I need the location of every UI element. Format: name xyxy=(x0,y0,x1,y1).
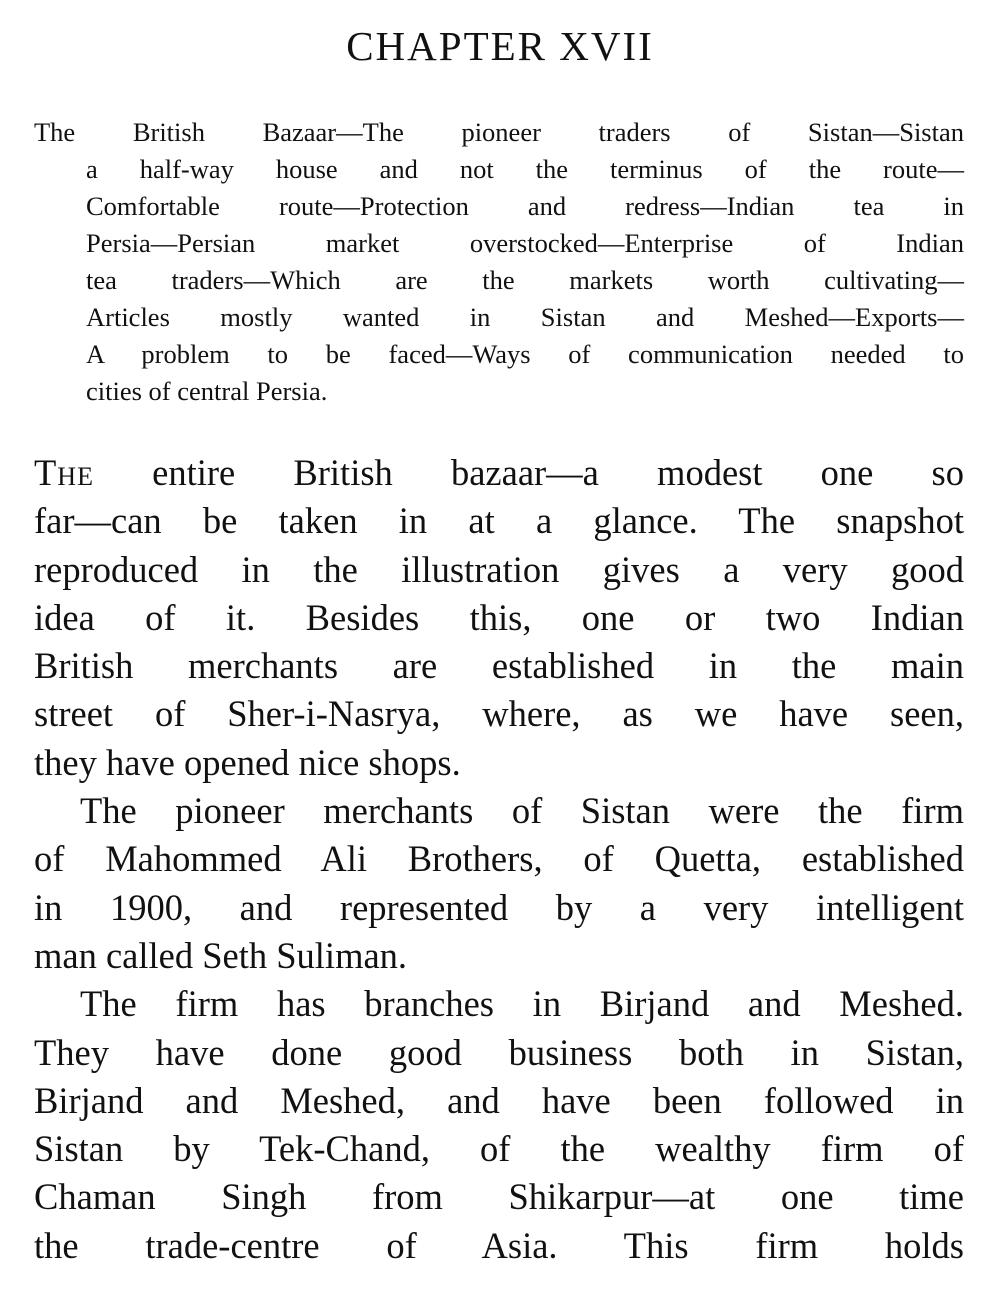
chapter-synopsis xyxy=(34,114,964,410)
paragraph-3 xyxy=(34,980,964,1270)
body-line: reproduced in the illustration gives a very good xyxy=(34,548,964,590)
body-line: The pioneer merchants of Sistan were the firm xyxy=(80,790,964,832)
synopsis-line: Persia—Persian market overstocked—Enterprise of Indian xyxy=(86,228,964,258)
body-line: Chaman Singh from Shikarpur—at one time xyxy=(34,1176,964,1218)
body-line: man called Seth Suliman. xyxy=(34,934,408,976)
synopsis-line: a half-way house and not the terminus of the route— xyxy=(86,154,964,184)
paragraph-1 xyxy=(34,449,964,787)
synopsis-line: Articles mostly wanted in Sistan and Meshed—Exports— xyxy=(86,302,964,332)
synopsis-line: A problem to be faced—Ways of communication needed to xyxy=(86,339,964,369)
body-line: in 1900, and represented by a very intelligent xyxy=(34,886,964,928)
synopsis-line: Comfortable route—Protection and redress—Indian tea in xyxy=(86,191,964,221)
body-line: the trade-centre of Asia. This firm holds xyxy=(34,1224,964,1266)
chapter-heading: CHAPTER XVII xyxy=(346,23,654,69)
body-line: They have done good business both in Sistan, xyxy=(34,1031,964,1073)
body-line: The firm has branches in Birjand and Meshed. xyxy=(80,983,964,1025)
synopsis-line: cities of central Persia. xyxy=(86,376,328,406)
synopsis-line: tea traders—Which are the markets worth cultivating— xyxy=(86,265,964,295)
body-line: idea of it. Besides this, one or two Indian xyxy=(34,596,964,638)
body-line: street of Sher-i-Nasrya, where, as we have seen, xyxy=(34,693,964,735)
paragraph-2 xyxy=(34,787,964,980)
body-line: they have opened nice shops. xyxy=(34,741,461,783)
body-line: far—can be taken in at a glance. The snapshot xyxy=(34,500,964,542)
synopsis-line: The British Bazaar—The pioneer traders of Sistan—Sistan xyxy=(34,117,964,147)
body-line-text: entire British bazaar—a modest one so xyxy=(93,452,964,493)
body-line: British merchants are established in the main xyxy=(34,645,964,687)
body-line xyxy=(34,449,964,497)
body-line: of Mahommed Ali Brothers, of Quetta, established xyxy=(34,838,964,880)
body-line: Birjand and Meshed, and have been followed in xyxy=(34,1079,964,1121)
body-text xyxy=(34,449,964,1270)
body-line: Sistan by Tek-Chand, of the wealthy firm of xyxy=(34,1128,964,1170)
opening-word: The xyxy=(34,452,94,493)
